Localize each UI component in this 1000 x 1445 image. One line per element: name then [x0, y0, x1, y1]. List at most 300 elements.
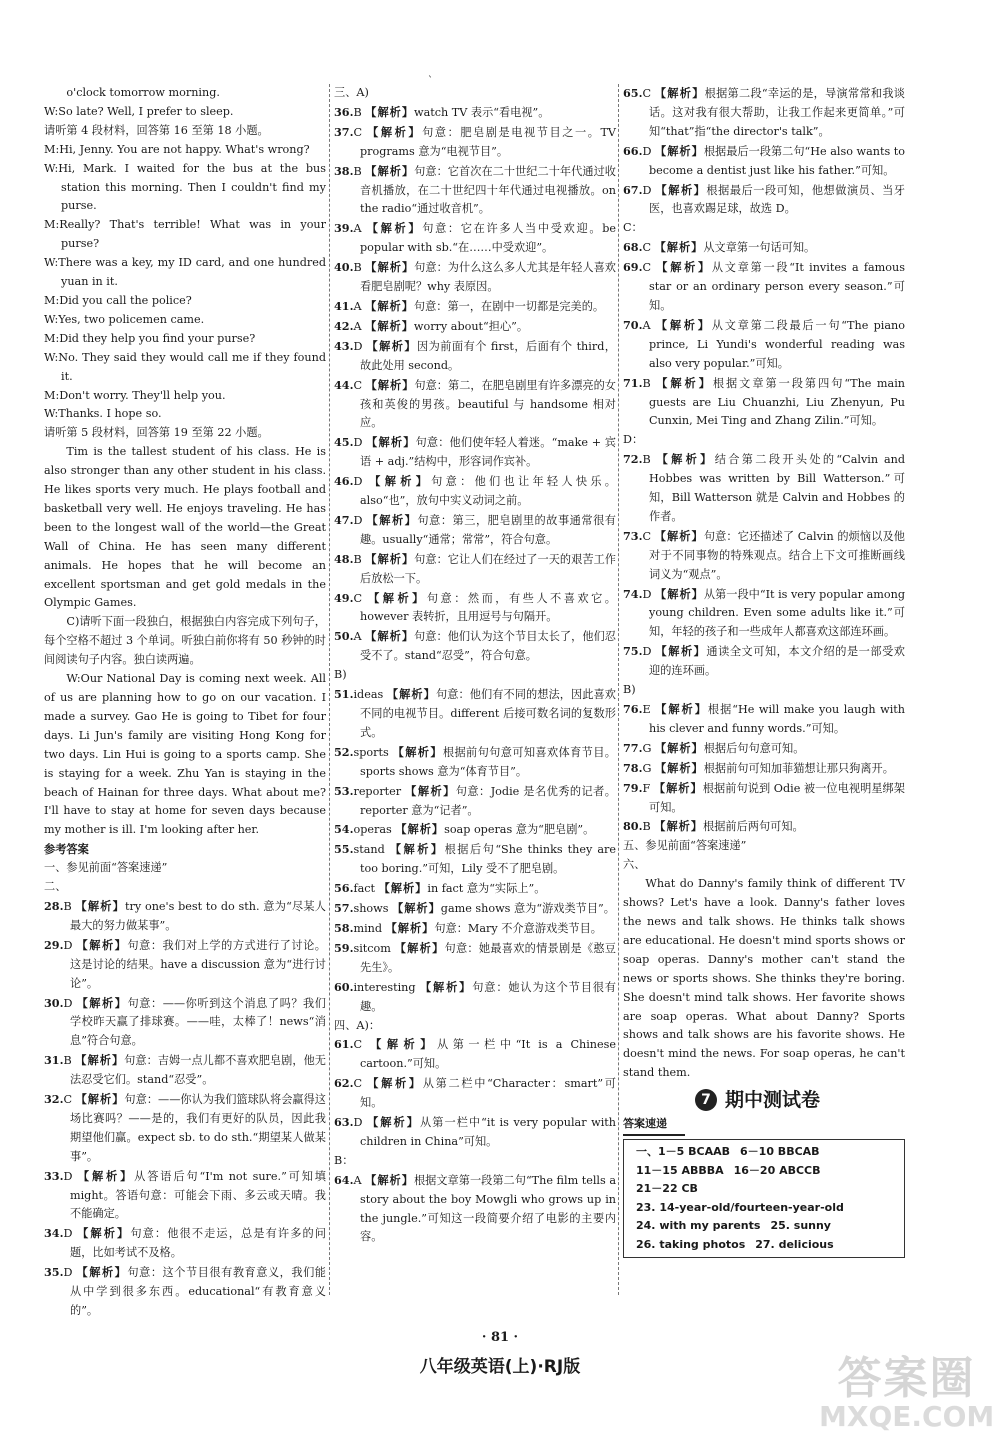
section-b-heading: B： [334, 1153, 354, 1167]
listening-script [44, 84, 326, 840]
answer-choice: F [642, 781, 651, 795]
answer-item [623, 84, 905, 142]
analysis-tag: 【解析】 [365, 163, 415, 178]
answer-item [334, 840, 616, 879]
analysis-tag: 【解析】 [77, 1168, 135, 1183]
analysis-tag: 【解析】 [378, 881, 428, 896]
answer-choice: sports [353, 745, 389, 759]
analysis-tag: 【解析】 [76, 995, 128, 1010]
answer-number: 72. [623, 452, 643, 467]
answer-item [623, 142, 905, 181]
answer-number: 78. [623, 760, 643, 775]
model-essay: What do Danny's family think of different TV shows? Let's have a look. Danny's father loves the news and talk shows. He thinks talk shows are educational. He doesn't mind sports shows or soap operas. Danny's mother can't stand the news or sports shows. She thinks they're boring. She doesn't mind talk shows. Her favorite shows are soap operas. What about Danny? Sports shows and talk shows are his favorite shows. He doesn't mind the news. For soap operas, he can't stand them. [623, 877, 905, 1080]
answer-choice: C [353, 1038, 363, 1052]
answer-list [334, 103, 616, 666]
analysis-tag: 【解析】 [655, 702, 708, 716]
answer-number: 70. [623, 317, 643, 332]
answer-item [334, 297, 616, 317]
answer-choice: B [642, 376, 651, 390]
analysis-tag: 【解析】 [656, 260, 712, 275]
script-line: Tim is the tallest student of his class. He is also stronger than any other student in his class. He likes sports very much. He plays football and basketball very well. He enjoys traveling. He has been to the longest wall of the world—the Great Wall of China. He has seen many different animals. He hopes that he will become an excellent sportsman and get gold medals in the Olympic Games. [44, 445, 326, 610]
analysis-text: 句意：Jodie 是名优秀的记者。reporter 意为“记者”。 [360, 784, 616, 817]
answer-item [334, 939, 616, 978]
section-five-note: 五、参见前面“答案速递” [623, 839, 747, 853]
answer-choice: C [63, 1093, 73, 1107]
analysis-text: 根据前后两句可知。 [703, 820, 804, 834]
answer-number: 40. [334, 260, 354, 275]
answer-number: 52. [334, 744, 354, 759]
script-line: 请听第 4 段材料，回答第 16 至第 18 小题。 [44, 123, 269, 137]
analysis-text: 句意：她认为这个节目很有趣。 [360, 980, 616, 1013]
answer-item [334, 317, 616, 337]
answer-choice: C [353, 1077, 363, 1091]
answer-number: 62. [334, 1076, 354, 1091]
answer-choice: sitcom [353, 941, 391, 955]
analysis-tag: 【解析】 [370, 1037, 437, 1052]
answer-choice: D [63, 1227, 73, 1241]
answer-choice: B [353, 164, 362, 178]
answer-number: 49. [334, 590, 354, 605]
analysis-tag: 【解析】 [367, 1076, 423, 1091]
answer-number: 31. [44, 1053, 64, 1068]
answer-choice: D [353, 436, 363, 450]
answer-list [44, 897, 326, 1321]
answer-item [334, 376, 616, 434]
answer-item [334, 978, 616, 1017]
quick-answer-cell: 6－10 BBCAB [740, 1145, 820, 1159]
analysis-tag: 【解析】 [77, 1226, 131, 1241]
answer-number: 53. [334, 783, 354, 798]
answer-item [334, 1035, 616, 1074]
script-line: M:Did you call the police? [44, 293, 192, 307]
analysis-tag: 【解析】 [368, 590, 427, 605]
analysis-tag: 【解析】 [75, 898, 126, 913]
answer-number: 30. [44, 995, 64, 1010]
analysis-tag: 【解析】 [386, 687, 436, 702]
watermark-logo [819, 1342, 994, 1437]
answer-number: 71. [623, 375, 643, 390]
answer-number: 61. [334, 1037, 354, 1052]
script-line: W:So late? Well, I prefer to sleep. [44, 104, 234, 118]
answer-item [334, 123, 616, 162]
midterm-test-title [695, 1089, 905, 1111]
analysis-tag: 【解析】 [369, 474, 432, 489]
column-left [44, 84, 326, 1321]
answer-item [44, 1167, 326, 1225]
answer-list [623, 450, 905, 681]
analysis-text: 句意：他们认为这个节目太长了，他们忍受不了。stand“忍受”，符合句意。 [360, 630, 616, 663]
answer-choice: A [353, 319, 362, 333]
column-middle [334, 84, 616, 1247]
analysis-text: 从文章第一段“It invites a famous star or an ordinary person every season.”可知。 [649, 261, 905, 312]
analysis-tag: 【解析】 [655, 586, 704, 601]
analysis-text: 从第二栏中“Character：smart”可知。 [360, 1077, 616, 1110]
answer-number: 46. [334, 474, 354, 489]
quick-answer-cell: 16－20 ABCCB [733, 1163, 821, 1177]
analysis-tag: 【解析】 [75, 1092, 125, 1107]
answer-number: 68. [623, 240, 643, 255]
answer-number: 39. [334, 221, 354, 236]
answer-choice: C [353, 591, 363, 605]
analysis-text: 句意：Mary 不介意游戏类节目。 [434, 921, 602, 935]
quick-answer-cell: 一、1－5 BCAAB [636, 1145, 731, 1159]
section-b-heading: B) [334, 668, 347, 682]
analysis-tag: 【解析】 [365, 551, 415, 566]
answer-number: 32. [44, 1092, 64, 1107]
stray-mark: ˋ [428, 76, 433, 87]
quick-answer-cell: 24. with my parents [636, 1219, 761, 1233]
analysis-text: 根据最后一段可知，他想做演员、当牙医，也喜欢踢足球，故选 D。 [649, 183, 905, 216]
answer-choice: B [642, 453, 651, 467]
answer-choice: E [642, 703, 651, 716]
analysis-text: 句意：这个节目很有教育意义，我们能从中学到很多东西。educational“有教育意义的”。 [70, 1266, 326, 1317]
analysis-text: 句意：他们有不同的想法，因此喜欢不同的电视节目。different 后接可数名词的复数形式。 [360, 688, 616, 739]
answer-item [334, 919, 616, 939]
answer-number: 69. [623, 260, 643, 275]
answer-number: 76. [623, 702, 643, 716]
answer-choice: A [353, 222, 362, 236]
answer-item [334, 1113, 616, 1152]
answer-list [623, 84, 905, 219]
analysis-text: 句意：他们使年轻人着迷。“make + 宾语 + adj.”结构中，形容词作宾补。 [360, 436, 616, 469]
analysis-text: 句意：然而，有些人不喜欢它。however 表转折，且用逗号与句隔开。 [360, 591, 616, 624]
answer-choice: B [642, 820, 651, 834]
section-two-heading: 二、 [44, 880, 67, 894]
answer-choice: reporter [353, 784, 402, 798]
answer-choice: A [353, 1173, 362, 1187]
section-one-note: 一、参见前面“答案速递” [44, 861, 168, 875]
analysis-text: 句意：它首次在二十世纪二十年代通过收音机播放，在二十世纪四十年代通过电视播放。on the radio“通过收音机”。 [360, 164, 616, 216]
analysis-tag: 【解析】 [653, 780, 703, 795]
analysis-tag: 【解析】 [654, 86, 705, 100]
answer-choice: ideas [353, 688, 384, 702]
answer-item [334, 433, 616, 472]
answer-number: 59. [334, 940, 354, 955]
answer-choice: D [642, 144, 652, 158]
answer-choice: C [353, 378, 363, 392]
answer-number: 42. [334, 318, 354, 333]
answer-item [623, 181, 905, 220]
analysis-tag: 【解析】 [419, 979, 473, 994]
analysis-text: 句意：第三，肥皂剧里的故事通常很有趣。usually“通常；常常”，符合句意。 [360, 513, 616, 546]
analysis-tag: 【解析】 [366, 512, 418, 527]
column-divider [618, 84, 619, 1295]
analysis-tag: 【解析】 [655, 182, 707, 197]
quick-answer-cell: 23. 14-year-old/fourteen-year-old [636, 1200, 844, 1214]
answer-item [44, 1051, 326, 1090]
answer-choice: C [642, 261, 652, 275]
analysis-text: 句意：——你认为我们篮球队将会赢得这场比赛吗？——是的，我们有更好的队员，因此我期望他们赢。expect sb. to do sth.“期望某人做某事”。 [70, 1093, 326, 1163]
answer-item [623, 585, 905, 643]
analysis-tag: 【解析】 [365, 377, 415, 392]
answer-item [623, 238, 905, 258]
analysis-text: 句意：他们也让年轻人快乐。also“也”，放句中实义动词之前。 [360, 475, 616, 508]
analysis-text: 通读全文可知，本文介绍的是一部受欢迎的连环画。 [649, 645, 905, 678]
analysis-text: 根据后句句意可知。 [703, 741, 805, 755]
analysis-tag: 【解析】 [392, 744, 443, 759]
answer-choice: D [642, 183, 652, 197]
analysis-text: 句意：——你听到这个消息了吗？我们学校昨天赢了排球赛。——哇，太棒了！news“消息”符合句意。 [70, 996, 326, 1048]
answer-choice: B [353, 105, 362, 119]
answer-number: 65. [623, 86, 643, 100]
book-title: 八年级英语(上)·RJ版 [419, 1357, 581, 1377]
section-d-heading: D： [623, 433, 644, 447]
analysis-text: 句意：第二，在肥皂剧里有许多漂亮的女孩和英俊的男孩。beautiful 与 handsome 相对应。 [360, 378, 616, 430]
answer-item [623, 316, 905, 374]
analysis-text: 根据第二段“幸运的是，导演常常和我谈话。这对我有很大帮助，让我工作起来更简单。”可知“that”指“the director's talk”。 [649, 87, 905, 138]
answer-number: 44. [334, 377, 354, 392]
analysis-tag: 【解析】 [654, 740, 704, 755]
analysis-tag: 【解析】 [654, 240, 704, 255]
analysis-tag: 【解析】 [655, 317, 712, 332]
analysis-text: worry about“担心”。 [413, 319, 529, 333]
script-line: C)请听下面一段独白，根据独白内容完成下列句子，每个空格不超过 3 个单词。听独白前你将有 50 秒钟的时间阅读句子内容。独白读两遍。 [44, 615, 326, 667]
analysis-tag: 【解析】 [654, 528, 704, 543]
answer-number: 64. [334, 1172, 354, 1187]
answer-choice: mind [353, 921, 383, 935]
answer-number: 55. [334, 842, 354, 857]
answer-item [334, 685, 616, 743]
answer-number: 41. [334, 298, 354, 313]
answer-item [623, 642, 905, 681]
analysis-tag: 【解析】 [367, 1115, 420, 1130]
analysis-tag: 【解析】 [366, 338, 418, 353]
answer-number: 79. [623, 780, 643, 795]
answer-number: 60. [334, 979, 354, 994]
analysis-text: 根据文章第一段第四句“The main guests are Liu Chuanzhi, Liu Zhenyun, Pu Cunxin, Mei Ting and Zhang Zilin.”可知。 [649, 376, 905, 428]
answer-number: 56. [334, 881, 354, 896]
answer-item [334, 589, 616, 628]
answer-number: 58. [334, 920, 354, 935]
answer-item [334, 782, 616, 821]
test-number-badge: 7 [695, 1089, 717, 1111]
script-line: W:No. They said they would call me if they found it. [44, 350, 326, 383]
quick-answer-row [636, 1162, 896, 1181]
answer-item [44, 1224, 326, 1263]
analysis-text: 从文章第一句话可知。 [703, 241, 816, 255]
answer-choice: stand [353, 843, 385, 857]
answer-choice: shows [353, 902, 389, 916]
analysis-tag: 【解析】 [365, 104, 415, 119]
answer-number: 77. [623, 740, 643, 755]
answer-item [334, 511, 616, 550]
answer-choice: C [353, 125, 363, 139]
quick-answer-row [636, 1236, 896, 1255]
analysis-text: 句意：他很不走运，总是有许多的问题，比如考试不及格。 [70, 1227, 326, 1260]
analysis-text: 句意：它让人们在经过了一天的艰苦工作后放松一下。 [360, 552, 616, 585]
analysis-tag: 【解析】 [656, 452, 715, 467]
analysis-tag: 【解析】 [76, 1265, 128, 1280]
analysis-text: 句意：她最喜欢的情景剧是《憨豆先生》。 [360, 941, 616, 974]
answer-item [334, 337, 616, 376]
column-divider [329, 84, 330, 1295]
section-b-heading: B) [623, 683, 636, 697]
analysis-tag: 【解析】 [655, 644, 707, 659]
script-line: o'clock tomorrow morning. [66, 86, 220, 99]
answer-item [334, 219, 616, 258]
answer-list [334, 1171, 616, 1248]
analysis-text: 句意：我们对上学的方式进行了讨论。这是讨论的结果。have a discussion 意为“进行讨论”。 [70, 938, 326, 990]
script-line: M:Hi, Jenny. You are not happy. What's wrong? [44, 142, 310, 156]
answer-item [623, 527, 905, 585]
answer-number: 75. [623, 644, 643, 659]
analysis-text: watch TV 表示“看电视”。 [414, 105, 550, 119]
answer-choice: D [63, 938, 73, 952]
answer-number: 80. [623, 819, 643, 834]
answer-choice: A [642, 318, 651, 332]
answer-number: 37. [334, 124, 354, 139]
answer-item [334, 472, 616, 511]
quick-answer-row [636, 1199, 896, 1218]
answer-number: 29. [44, 937, 64, 952]
quick-answer-cell: 11－15 ABBBA [636, 1163, 724, 1177]
analysis-text: game shows 意为“游戏类节目”。 [440, 902, 615, 916]
script-line: M:Don't worry. They'll help you. [44, 388, 226, 402]
analysis-tag: 【解析】 [365, 298, 414, 313]
section-four-heading: 四、A)： [334, 1018, 381, 1032]
analysis-text: 句意：第一，在剧中一切都是完美的。 [413, 299, 605, 313]
analysis-text: 因为前面有个 first，后面有个 third，故此处用 second。 [360, 339, 616, 372]
analysis-tag: 【解析】 [365, 318, 414, 333]
answer-item [623, 817, 905, 837]
analysis-tag: 【解析】 [385, 920, 435, 935]
analysis-text: 从答语后句“I'm not sure.”可知填 might。答语句意：可能会下雨、多云或天晴。我不能确定。 [70, 1169, 326, 1221]
answer-number: 63. [334, 1115, 354, 1130]
answer-list [623, 238, 905, 431]
analysis-text: soap operas 意为“肥皂剧”。 [444, 823, 595, 837]
analysis-tag: 【解析】 [366, 435, 416, 450]
answer-choice: interesting [353, 980, 416, 994]
script-line: 请听第 5 段材料，回答第 19 至第 22 小题。 [44, 426, 269, 440]
quick-answer-cell: 27. delicious [755, 1237, 834, 1251]
answer-choice: B [353, 261, 362, 275]
analysis-text: 根据前句说到 Odie 被一位电视明星绑架可知。 [649, 781, 905, 814]
analysis-text: 句意：肥皂剧是电视节目之一。TV programs 意为“电视节目”。 [360, 125, 616, 158]
script-line: M:Did they help you find your purse? [44, 331, 256, 345]
quick-answer-row [636, 1180, 896, 1199]
quick-answer-cell: 26. taking photos [636, 1237, 746, 1251]
analysis-text: 根据“He will make you laugh with his clever and funny words.”可知。 [649, 703, 905, 735]
quick-answer-row [636, 1217, 896, 1236]
analysis-tag: 【解析】 [366, 221, 423, 236]
answer-choice: C [642, 87, 652, 100]
analysis-tag: 【解析】 [654, 819, 704, 834]
answer-number: 50. [334, 629, 354, 644]
analysis-tag: 【解析】 [367, 124, 423, 139]
analysis-text: 从第一段中“It is very popular among young children. Even some adults like it.”可知，年轻的孩子和一些成年人都喜欢这部连环画。 [649, 587, 905, 639]
answer-item [334, 743, 616, 782]
answer-number: 73. [623, 528, 643, 543]
answer-number: 54. [334, 822, 354, 837]
script-line: M:Really? That's terrible! What was in your purse? [44, 218, 326, 251]
answer-choice: A [353, 299, 362, 313]
analysis-tag: 【解析】 [656, 375, 713, 390]
answer-item [334, 1074, 616, 1113]
answer-item [623, 759, 905, 779]
answer-choice: A [353, 630, 362, 644]
analysis-text: 根据最后一段第二句“He also wants to become a dentist just like his father.”可知。 [649, 144, 905, 177]
answer-choice: D [63, 1266, 73, 1280]
answer-number: 35. [44, 1265, 64, 1280]
answer-choice: D [63, 1169, 73, 1183]
watermark-text: 答案圈 [837, 1353, 976, 1404]
answer-number: 47. [334, 512, 354, 527]
answer-number: 34. [44, 1226, 64, 1241]
answer-choice: D [353, 1116, 363, 1130]
analysis-text: 根据前句句意可知喜欢体育节目。sports shows 意为“体育节目”。 [360, 745, 616, 778]
analysis-text: 根据前句可知加菲猫想让那只狗离开。 [703, 761, 894, 775]
analysis-text: 句意：它在许多人当中受欢迎。be popular with sb.“在……中受欢迎”。 [360, 222, 616, 255]
answer-item [44, 1090, 326, 1167]
answer-item [334, 550, 616, 589]
quick-answers-label: 答案速递 [623, 1115, 685, 1136]
analysis-text: 句意：为什么这么多人尤其是年轻人喜欢看肥皂剧呢？why 表原因。 [360, 261, 616, 294]
test-title-text: 期中测试卷 [725, 1088, 821, 1111]
answer-number: 67. [623, 182, 643, 197]
answer-choice: D [63, 996, 73, 1010]
answer-list [334, 1035, 616, 1151]
answer-choice: D [642, 645, 652, 659]
answer-number: 28. [44, 898, 64, 913]
script-line: W:Hi, Mark. I waited for the bus at the bus station this morning. Then I couldn't find my purse. [44, 161, 326, 213]
answer-item [334, 162, 616, 220]
script-line: W:There was a key, my ID card, and one hundred yuan in it. [44, 256, 326, 289]
answer-number: 36. [334, 104, 354, 119]
answer-number: 38. [334, 163, 354, 178]
answer-item [623, 374, 905, 432]
script-line: W:Yes, two policemen came. [44, 312, 205, 326]
analysis-text: 从第一栏中“It is a Chinese cartoon.”可知。 [360, 1038, 616, 1071]
analysis-tag: 【解析】 [394, 940, 445, 955]
answer-item [334, 899, 616, 919]
answer-item [334, 103, 616, 123]
answer-choice: D [353, 475, 363, 489]
analysis-text: 结合第二段开头处的“Calvin and Hobbes was written by Bill Watterson.”可知，Bill Watterson 就是 Calvin and Hobbes 的作者。 [649, 453, 905, 523]
answer-choice: B [63, 899, 72, 913]
answer-item [334, 627, 616, 666]
answer-number: 74. [623, 586, 643, 601]
analysis-tag: 【解析】 [392, 901, 441, 916]
answer-choice: D [353, 339, 363, 353]
answer-choice: C [642, 241, 652, 255]
answer-item [44, 994, 326, 1052]
script-line: W:Thanks. I hope so. [44, 407, 162, 421]
answer-number: 66. [623, 143, 643, 158]
analysis-text: try one's best to do sth. 意为“尽某人最大的努力做某事”。 [70, 899, 326, 932]
section-six-heading: 六、 [623, 858, 646, 872]
analysis-text: 句意：吉姆一点儿都不喜欢肥皂剧，他无法忍受它们。stand“忍受”。 [70, 1054, 326, 1087]
answer-choice: fact [353, 882, 376, 896]
answer-item [334, 258, 616, 297]
analysis-text: 从文章第二段最后一句“The piano prince, Li Yundi's wonderful reading was also very popular.”可知。 [649, 318, 905, 370]
analysis-tag: 【解析】 [655, 143, 704, 158]
answer-item [623, 450, 905, 527]
analysis-text: in fact 意为“实际上”。 [427, 882, 546, 896]
reference-answers-heading: 参考答案 [44, 842, 89, 857]
answer-item [623, 739, 905, 759]
section-three-heading: 三、A) [334, 86, 369, 99]
answer-number: 48. [334, 551, 354, 566]
answer-item [334, 879, 616, 899]
answer-choice: D [353, 513, 363, 527]
answer-item [44, 936, 326, 994]
page-number: · 81 · [481, 1330, 519, 1345]
answer-choice: C [642, 529, 652, 543]
analysis-text: 句意：它还描述了 Calvin 的烦恼以及他对于不同事物的特殊观点。结合上下文可推断画线词义为“观点”。 [649, 529, 905, 581]
answer-number: 45. [334, 435, 354, 450]
answer-item [623, 779, 905, 818]
analysis-tag: 【解析】 [365, 629, 415, 644]
